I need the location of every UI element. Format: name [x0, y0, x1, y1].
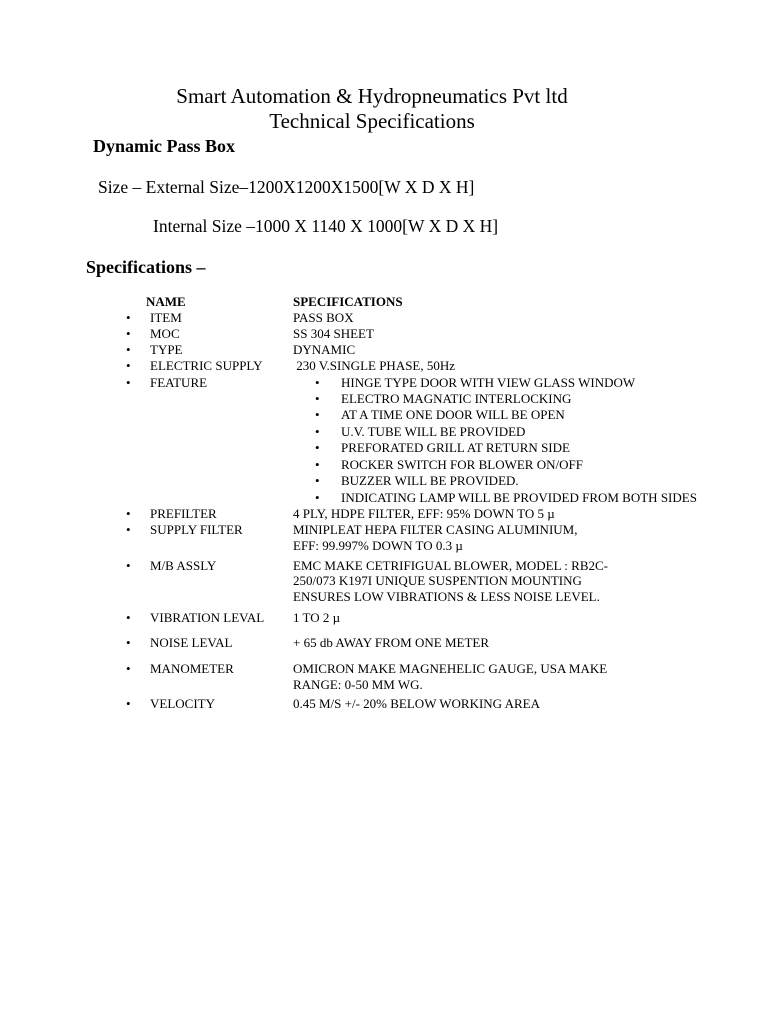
spec-name: FEATURE [150, 375, 208, 390]
feature-item: INDICATING LAMP WILL BE PROVIDED FROM BOTH SIDES [341, 490, 697, 505]
spec-value: SS 304 SHEET [293, 326, 374, 341]
internal-size: Internal Size –1000 X 1140 X 1000[W X D X H] [153, 216, 499, 236]
spec-name: SUPPLY FILTER [150, 522, 243, 537]
specifications-heading: Specifications – [86, 257, 206, 277]
bullet: • [315, 424, 320, 439]
product-title: Dynamic Pass Box [93, 136, 236, 156]
bullet: • [126, 375, 131, 390]
spec-value: 250/073 K197I UNIQUE SUSPENTION MOUNTING [293, 573, 582, 588]
spec-name: MANOMETER [150, 661, 234, 676]
spec-value: PASS BOX [293, 310, 354, 325]
bullet: • [315, 457, 320, 472]
column-header-name: NAME [146, 294, 186, 309]
feature-item: HINGE TYPE DOOR WITH VIEW GLASS WINDOW [341, 375, 636, 390]
bullet: • [126, 610, 131, 625]
feature-item: PREFORATED GRILL AT RETURN SIDE [341, 440, 570, 455]
company-name: Smart Automation & Hydropneumatics Pvt ltd [176, 84, 568, 108]
bullet: • [126, 661, 131, 676]
spec-name: ITEM [150, 310, 182, 325]
bullet: • [315, 391, 320, 406]
bullet: • [315, 375, 320, 390]
feature-item: AT A TIME ONE DOOR WILL BE OPEN [341, 407, 565, 422]
feature-item: ROCKER SWITCH FOR BLOWER ON/OFF [341, 457, 583, 472]
spec-value: RANGE: 0-50 MM WG. [293, 677, 423, 692]
spec-name: VIBRATION LEVAL [150, 610, 265, 625]
external-size: Size – External Size–1200X1200X1500[W X D X H] [98, 177, 475, 197]
spec-value: 230 V.SINGLE PHASE, 50Hz [293, 358, 456, 373]
spec-name: PREFILTER [150, 506, 217, 521]
bullet: • [126, 358, 131, 373]
spec-name: MOC [150, 326, 180, 341]
document-subtitle: Technical Specifications [269, 109, 475, 133]
feature-item: ELECTRO MAGNATIC INTERLOCKING [341, 391, 572, 406]
spec-name: NOISE LEVAL [150, 635, 233, 650]
bullet: • [126, 506, 131, 521]
spec-value: OMICRON MAKE MAGNEHELIC GAUGE, USA MAKE [293, 661, 608, 676]
bullet: • [126, 522, 131, 537]
bullet: • [315, 407, 320, 422]
spec-value: 4 PLY, HDPE FILTER, EFF: 95% DOWN TO 5 µ [293, 506, 555, 521]
bullet: • [126, 326, 131, 341]
spec-value: MINIPLEAT HEPA FILTER CASING ALUMINIUM, [293, 522, 578, 537]
spec-name: TYPE [150, 342, 183, 357]
bullet: • [126, 310, 131, 325]
feature-item: U.V. TUBE WILL BE PROVIDED [341, 424, 526, 439]
bullet: • [126, 696, 131, 711]
spec-name: M/B ASSLY [150, 558, 217, 573]
feature-item: BUZZER WILL BE PROVIDED. [341, 473, 519, 488]
bullet: • [315, 473, 320, 488]
spec-value: + 65 db AWAY FROM ONE METER [293, 635, 490, 650]
spec-value: EFF: 99.997% DOWN TO 0.3 µ [293, 538, 463, 553]
spec-name: VELOCITY [150, 696, 215, 711]
bullet: • [126, 342, 131, 357]
column-header-specifications: SPECIFICATIONS [293, 294, 403, 309]
bullet: • [126, 558, 131, 573]
spec-value: ENSURES LOW VIBRATIONS & LESS NOISE LEVEL. [293, 589, 600, 604]
bullet: • [315, 440, 320, 455]
spec-name: ELECTRIC SUPPLY [150, 358, 263, 373]
bullet: • [315, 490, 320, 505]
spec-value: DYNAMIC [293, 342, 356, 357]
bullet: • [126, 635, 131, 650]
spec-value: EMC MAKE CETRIFIGUAL BLOWER, MODEL : RB2C- [293, 558, 609, 573]
spec-value: 0.45 M/S +/- 20% BELOW WORKING AREA [293, 696, 540, 711]
spec-value: 1 TO 2 µ [293, 610, 341, 625]
